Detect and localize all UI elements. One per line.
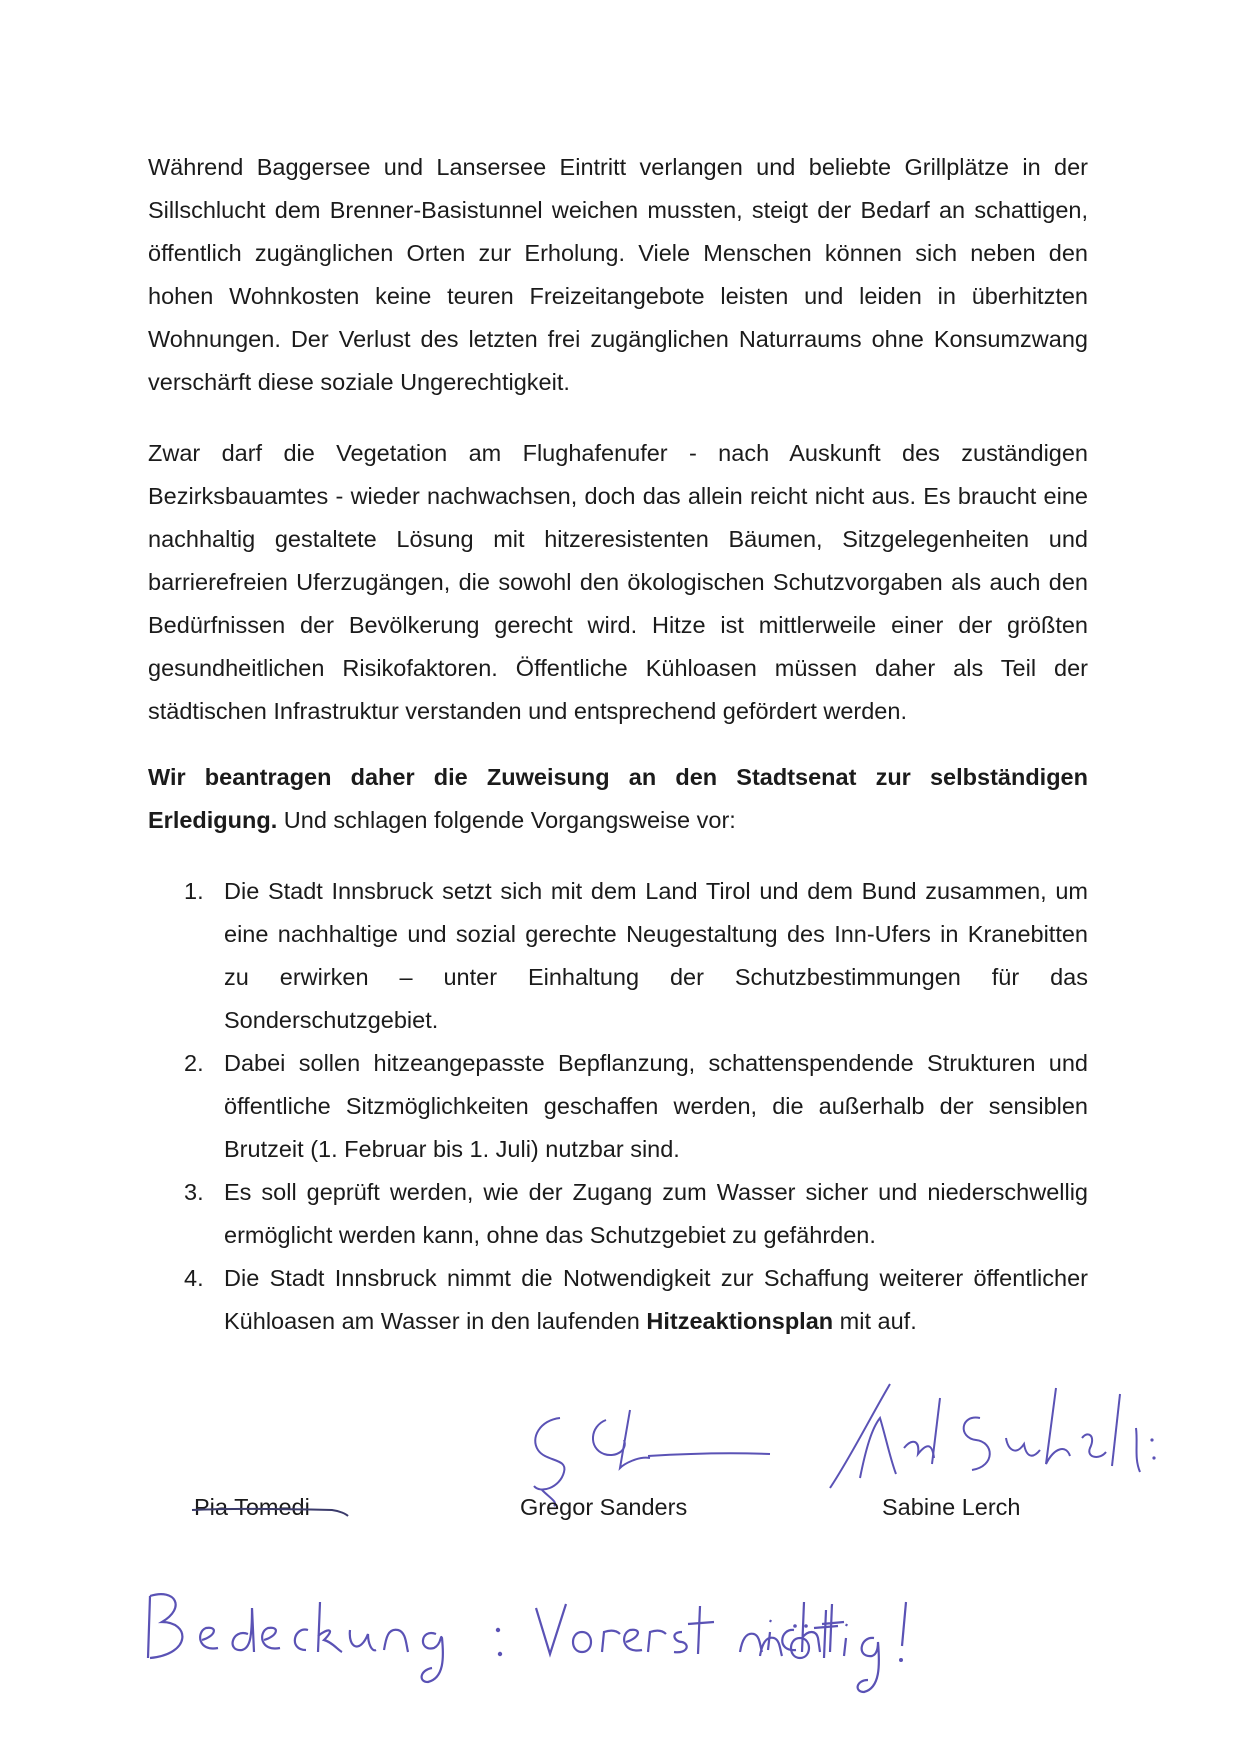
list-number: 2. [184,1050,204,1076]
list-text: Die Stadt Innsbruck setzt sich mit dem Land Tirol und dem Bund zusammen, um eine nachhaltige und sozial gerechte Neugestaltung des Inn-Ufers in Kranebitten zu erwirken – unter Einhaltung der Schutzbestimmungen für das Sonderschutzgebiet. [224,878,1088,1033]
motion-request-bold: Wir beantragen daher die Zuweisung an den Stadtsenat zur selbständigen Erledigung. [148,764,1088,833]
list-item [148,1042,1088,1171]
paragraph-2: Zwar darf die Vegetation am Flughafenufer - nach Auskunft des zuständigen Bezirksbauamtes - wieder nachwachsen, doch das allein reicht nicht aus. Es braucht eine nachhaltig gestaltete Lösung mit hitzeresistenten Bäumen, Sitzgelegenheiten und barrierefreien Uferzugängen, die sowohl den ökologischen Schutzvorgaben als auch den Bedürfnissen der Bevölkerung gerecht wird. Hitze ist mittlerweile einer der größten gesundheitlichen Risikofaktoren. Öffentliche Kühloasen müssen daher als Teil der städtischen Infrastruktur verstanden und entsprechend gefördert werden. [148,440,1088,724]
list-text: Dabei sollen hitzeangepasste Bepflanzung, schattenspendende Strukturen und öffentliche Sitzmöglichkeiten geschaffen werden, die außerhalb der sensiblen Brutzeit (1. Februar bis 1. Juli) nutzbar sind. [224,1050,1088,1162]
list-text: Es soll geprüft werden, wie der Zugang zum Wasser sicher und niederschwellig ermöglicht werden kann, ohne das Schutzgebiet zu gefährden. [224,1179,1088,1248]
list-number: 3. [184,1179,204,1205]
list-text-before: Die Stadt Innsbruck nimmt die Notwendigkeit zur Schaffung weiterer öffentlicher Kühloasen am Wasser in den laufenden [224,1265,1088,1334]
list-item [148,1171,1088,1257]
signature-scribble-sabine [820,1378,1200,1498]
paragraph-1: Während Baggersee und Lansersee Eintritt verlangen und beliebte Grillplätze in der Sillschlucht dem Brenner-Basistunnel weichen mussten, steigt der Bedarf an schattigen, öffentlich zugänglichen Orten zur Erholung. Viele Menschen können sich neben den hohen Wohnkosten keine teuren Freizeitangebote leisten und leiden in überhitzten Wohnungen. Der Verlust des letzten frei zugänglichen Naturraums ohne Konsumzwang verschärft diese soziale Ungerechtigkeit. [148,154,1088,395]
paragraph-3 [148,756,1088,842]
proposal-list [148,870,1088,1343]
signatory-2-name: Gregor Sanders [520,1494,688,1520]
list-item [148,870,1088,1042]
list-number: 4. [184,1265,204,1291]
handwritten-note-continued [756,1596,926,1706]
list-item [148,1257,1088,1343]
signatory-1 [194,1492,310,1522]
motion-request-rest: Und schlagen folgende Vorgangsweise vor: [277,807,736,833]
list-number: 1. [184,878,204,904]
list-text-bold: Hitzeaktionsplan [646,1308,834,1334]
signatory-1-name: Pia Tomedi [194,1494,310,1520]
signatory-3-name: Sabine Lerch [882,1494,1021,1520]
list-text-after: mit auf. [833,1308,917,1334]
name-strikethrough-mark [192,1504,348,1518]
